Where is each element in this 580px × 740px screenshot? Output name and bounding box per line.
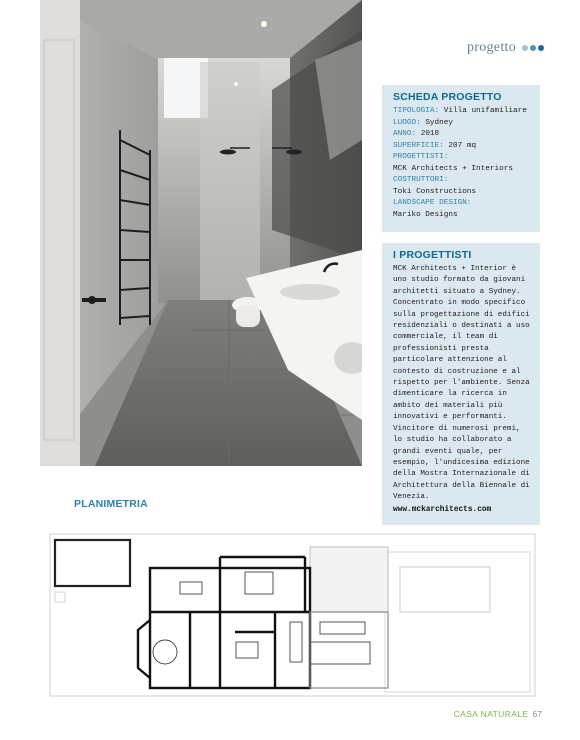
designers-bio: MCK Architects + Interior è uno studio formato da giovani architetti situato a Sydney. Concentrato in modo specifico sulla progettazione di edifici residenziali o destinati a uso commerciale, il team di professionisti presta particolare attenzione al contesto di costruzione e al rispetto per l'ambiente. Senza dimenticare la ricerca in ambito dei materiali più innovativi e performanti. Vincitore di numerosi premi, lo studio ha collaborato a grandi eventi quale, per esempio, l'undicesima edizione della Mostra Internazionale di Architettura della Biennale di Venezia. (393, 265, 530, 502)
spec-key: ANNO: (393, 130, 417, 138)
spec-row (393, 187, 531, 199)
spec-row (393, 175, 531, 187)
bathroom-photo (40, 0, 362, 466)
plan-pool (400, 567, 490, 612)
designers-website-link[interactable]: www.mckarchitects.com (393, 505, 492, 514)
spec-card-title: SCHEDA PROGETTO (393, 91, 502, 103)
plan-terrace (310, 547, 388, 612)
designers-title: I PROGETTISTI (393, 249, 472, 261)
bathroom-illustration (40, 0, 362, 466)
spec-key: TIPOLOGIA: (393, 107, 440, 115)
project-spec-card (382, 85, 540, 232)
section-dot-mid (530, 45, 536, 51)
section-dots (522, 45, 544, 51)
spec-key: SUPERFICIE: (393, 141, 444, 150)
floor-plan-drawing (40, 512, 540, 698)
magazine-name: CASA NATURALE (453, 709, 529, 719)
section-dot-dark (538, 45, 544, 51)
spec-key: PROGETTISTI: (393, 153, 449, 161)
spec-value: MCK Architects + Interiors (393, 164, 513, 173)
plan-garden (385, 552, 530, 692)
designers-card (382, 243, 540, 525)
spec-row (393, 198, 531, 210)
plan-house-walls (138, 557, 310, 688)
spec-row (393, 106, 531, 118)
spec-key: LUOGO: (393, 118, 421, 127)
page-footer (454, 709, 542, 719)
spec-value: 2018 (420, 130, 440, 138)
section-label: progetto (466, 40, 516, 55)
spec-value: Toki Constructions (393, 187, 477, 196)
spec-row (393, 210, 531, 222)
spec-row (393, 152, 531, 164)
spec-row (393, 164, 531, 176)
floor-plan-title: PLANIMETRIA (74, 498, 148, 510)
spec-key: COSTRUTTORI: (393, 176, 449, 184)
spec-row (393, 141, 531, 153)
spec-rows (393, 106, 531, 221)
spec-row (393, 129, 531, 141)
plan-kitchen (310, 612, 388, 688)
spec-key: LANDSCAPE DESIGN: (393, 199, 472, 207)
section-tag (467, 40, 544, 56)
spec-value: 207 mq (448, 141, 477, 150)
plan-lot-outline (50, 534, 535, 696)
spec-value: Villa unifamiliare (443, 107, 527, 115)
spec-row (393, 118, 531, 130)
spec-value: Sydney (425, 118, 453, 127)
section-dot-light (522, 45, 528, 51)
plan-shed (55, 540, 130, 586)
spec-value: Mariko Designs (393, 210, 458, 219)
page-number: 67 (532, 709, 542, 719)
